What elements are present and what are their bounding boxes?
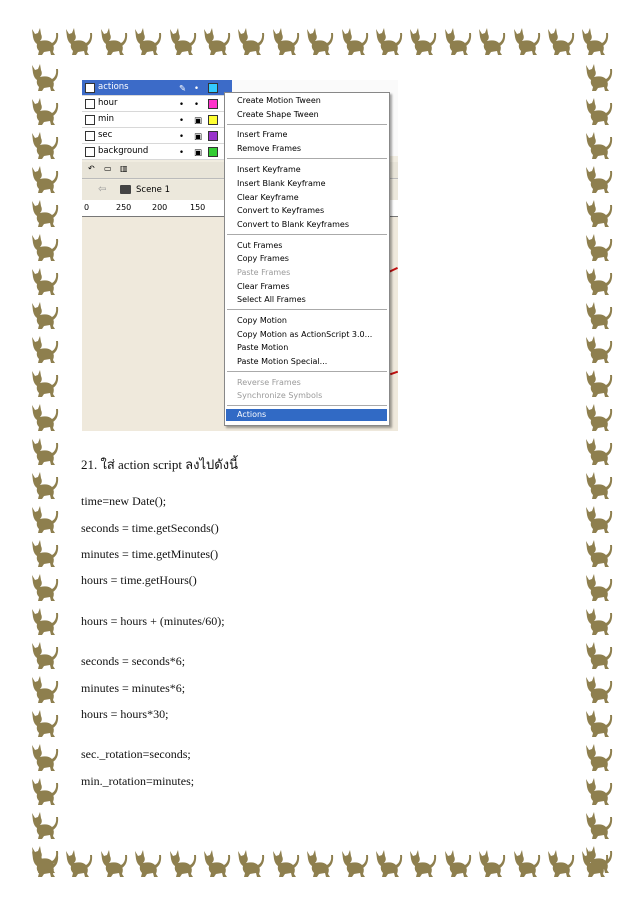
cat-icon [26, 536, 60, 570]
menu-separator [227, 405, 387, 406]
cat-icon [267, 846, 301, 880]
cat-icon [542, 24, 576, 58]
cat-icon [580, 808, 614, 842]
ruler-tick: 200 [152, 203, 168, 212]
layer-icon [85, 99, 95, 109]
folder-icon[interactable]: ▭ [104, 164, 112, 173]
cat-icon [580, 400, 614, 434]
code-line: hours = time.getHours() [81, 573, 197, 587]
menu-item-convert-to-blank-keyframes[interactable]: Convert to Blank Keyframes [237, 220, 350, 229]
menu-item-cut-frames[interactable]: Cut Frames [237, 241, 283, 250]
cat-icon [129, 24, 163, 58]
visibility-dot-icon: • [179, 100, 185, 110]
menu-item-select-all-frames[interactable]: Select All Frames [237, 295, 306, 304]
cat-icon [580, 366, 614, 400]
layer-name: min [98, 114, 115, 124]
lock-dot-icon: • [194, 100, 200, 110]
cat-icon [336, 846, 370, 880]
menu-item-create-motion-tween[interactable]: Create Motion Tween [237, 96, 321, 105]
cat-icon [404, 846, 438, 880]
code-line: hours = hours*30; [81, 707, 169, 721]
cat-icon [26, 638, 60, 672]
cat-icon [439, 846, 473, 880]
cat-icon [580, 774, 614, 808]
cat-icon [26, 24, 60, 58]
cat-icon [508, 24, 542, 58]
back-arrow-icon[interactable]: ⇦ [98, 184, 107, 195]
visibility-dot-icon: • [179, 148, 185, 158]
cat-icon [508, 846, 542, 880]
cat-icon [26, 740, 60, 774]
pencil-icon: ✎ [179, 84, 187, 94]
cat-icon [26, 672, 60, 706]
cat-icon [129, 846, 163, 880]
cat-icon [580, 638, 614, 672]
visibility-dot-icon: • [179, 132, 185, 142]
menu-item-insert-blank-keyframe[interactable]: Insert Blank Keyframe [237, 179, 326, 188]
layer-color-swatch [208, 131, 218, 141]
cat-icon [26, 332, 60, 366]
cat-icon [301, 24, 335, 58]
cat-icon [580, 604, 614, 638]
menu-item-actions[interactable]: Actions [226, 409, 387, 421]
cat-icon [26, 774, 60, 808]
menu-separator [227, 234, 387, 235]
cat-icon [580, 468, 614, 502]
clock-hand-fragment [390, 371, 398, 376]
menu-separator [227, 371, 387, 372]
cat-icon [26, 502, 60, 536]
layer-row-hour[interactable] [82, 96, 232, 112]
cat-icon [26, 60, 60, 94]
step-heading: 21. ใส่ action script ลงไปดังนี้ [81, 457, 238, 472]
layer-icon [85, 147, 95, 157]
layer-name: background [98, 146, 149, 156]
cat-icon [580, 570, 614, 604]
code-line: minutes = minutes*6; [81, 681, 186, 695]
ruler-tick: 150 [190, 203, 206, 212]
cat-icon [404, 24, 438, 58]
cat-icon [336, 24, 370, 58]
menu-item-insert-frame[interactable]: Insert Frame [237, 130, 288, 139]
layer-list [82, 80, 232, 160]
code-line: sec._rotation=seconds; [81, 747, 191, 761]
layer-color-swatch [208, 115, 218, 125]
cat-icon [26, 264, 60, 298]
cat-icon [26, 298, 60, 332]
menu-separator [227, 124, 387, 125]
cat-icon [232, 24, 266, 58]
menu-item-clear-keyframe[interactable]: Clear Keyframe [237, 193, 299, 202]
cat-icon [580, 434, 614, 468]
cat-icon [60, 846, 94, 880]
layer-name: actions [98, 82, 129, 92]
trash-icon[interactable]: ▥ [120, 164, 128, 173]
cat-icon [580, 128, 614, 162]
layer-icon [85, 115, 95, 125]
cat-icon [95, 24, 129, 58]
cat-icon [580, 332, 614, 366]
cat-icon [26, 400, 60, 434]
cat-icon [26, 808, 60, 842]
layer-color-swatch [208, 147, 218, 157]
cat-icon [26, 366, 60, 400]
cat-icon [580, 264, 614, 298]
cat-icon [473, 24, 507, 58]
layer-color-swatch [208, 99, 218, 109]
code-line: min._rotation=minutes; [81, 774, 195, 788]
cat-icon [370, 846, 404, 880]
cat-icon [580, 230, 614, 264]
scene-icon [120, 185, 131, 194]
menu-item-convert-to-keyframes[interactable]: Convert to Keyframes [237, 206, 325, 215]
cat-icon [26, 434, 60, 468]
code-line: seconds = seconds*6; [81, 654, 186, 668]
lock-icon: ▣ [194, 132, 203, 142]
cat-icon [198, 24, 232, 58]
context-menu [224, 92, 390, 426]
cat-icon [580, 536, 614, 570]
menu-item-reverse-frames: Reverse Frames [237, 378, 301, 387]
cat-icon [26, 230, 60, 264]
layer-color-swatch [208, 83, 218, 93]
menu-item-clear-frames[interactable]: Clear Frames [237, 282, 290, 291]
cat-icon [580, 706, 614, 740]
menu-item-copy-motion-as-actionscript[interactable]: Copy Motion as ActionScript 3.0... [237, 330, 373, 339]
cat-icon [26, 94, 60, 128]
menu-item-synchronize-symbols: Synchronize Symbols [237, 391, 323, 400]
ruler-tick: 250 [116, 203, 132, 212]
cat-icon [95, 846, 129, 880]
cat-icon [26, 604, 60, 638]
cat-icon [473, 846, 507, 880]
cat-icon [580, 740, 614, 774]
cat-icon [26, 842, 60, 876]
layer-row-sec[interactable] [82, 128, 232, 144]
visibility-dot-icon: • [179, 116, 185, 126]
menu-item-remove-frames[interactable]: Remove Frames [237, 144, 302, 153]
menu-item-insert-keyframe[interactable]: Insert Keyframe [237, 165, 301, 174]
cat-icon [26, 162, 60, 196]
cat-icon [580, 60, 614, 94]
menu-item-copy-frames[interactable]: Copy Frames [237, 254, 289, 263]
cat-icon [26, 468, 60, 502]
menu-item-paste-frames: Paste Frames [237, 268, 291, 277]
menu-item-copy-motion[interactable]: Copy Motion [237, 316, 287, 325]
cat-icon [26, 706, 60, 740]
cat-icon [580, 842, 614, 876]
flash-timeline-screenshot [82, 80, 398, 431]
cat-icon [580, 162, 614, 196]
cat-icon [60, 24, 94, 58]
add-layer-icon[interactable]: ↶ [88, 164, 95, 173]
cat-icon [198, 846, 232, 880]
menu-item-paste-motion-special[interactable]: Paste Motion Special... [237, 357, 328, 366]
cat-icon [26, 570, 60, 604]
menu-separator [227, 158, 387, 159]
layer-icon [85, 131, 95, 141]
ruler-tick: 0 [84, 203, 90, 212]
cat-icon [580, 298, 614, 332]
menu-item-paste-motion[interactable]: Paste Motion [237, 343, 289, 352]
layer-icon [85, 83, 95, 93]
cat-icon [267, 24, 301, 58]
cat-icon [164, 846, 198, 880]
cat-icon [301, 846, 335, 880]
cat-icon [580, 94, 614, 128]
menu-item-create-shape-tween[interactable]: Create Shape Tween [237, 110, 319, 119]
cat-icon [164, 24, 198, 58]
menu-separator [227, 309, 387, 310]
dot-icon: • [194, 84, 200, 94]
cat-icon [26, 196, 60, 230]
code-line: time=new Date(); [81, 494, 167, 508]
lock-icon: ▣ [194, 116, 203, 126]
layer-name: hour [98, 98, 118, 108]
code-line: minutes = time.getMinutes() [81, 547, 219, 561]
code-line: seconds = time.getSeconds() [81, 521, 219, 535]
layer-row-background[interactable] [82, 144, 232, 160]
lock-icon: ▣ [194, 148, 203, 158]
cat-icon [576, 24, 610, 58]
scene-label[interactable]: Scene 1 [136, 185, 171, 195]
cat-icon [542, 846, 576, 880]
cat-icon [26, 128, 60, 162]
layer-row-min[interactable] [82, 112, 232, 128]
cat-icon [232, 846, 266, 880]
cat-icon [439, 24, 473, 58]
cat-icon [580, 672, 614, 706]
code-line: hours = hours + (minutes/60); [81, 614, 225, 628]
cat-icon [580, 196, 614, 230]
cat-icon [370, 24, 404, 58]
layer-name: sec [98, 130, 113, 140]
cat-icon [580, 502, 614, 536]
layer-row-actions[interactable] [82, 80, 232, 96]
